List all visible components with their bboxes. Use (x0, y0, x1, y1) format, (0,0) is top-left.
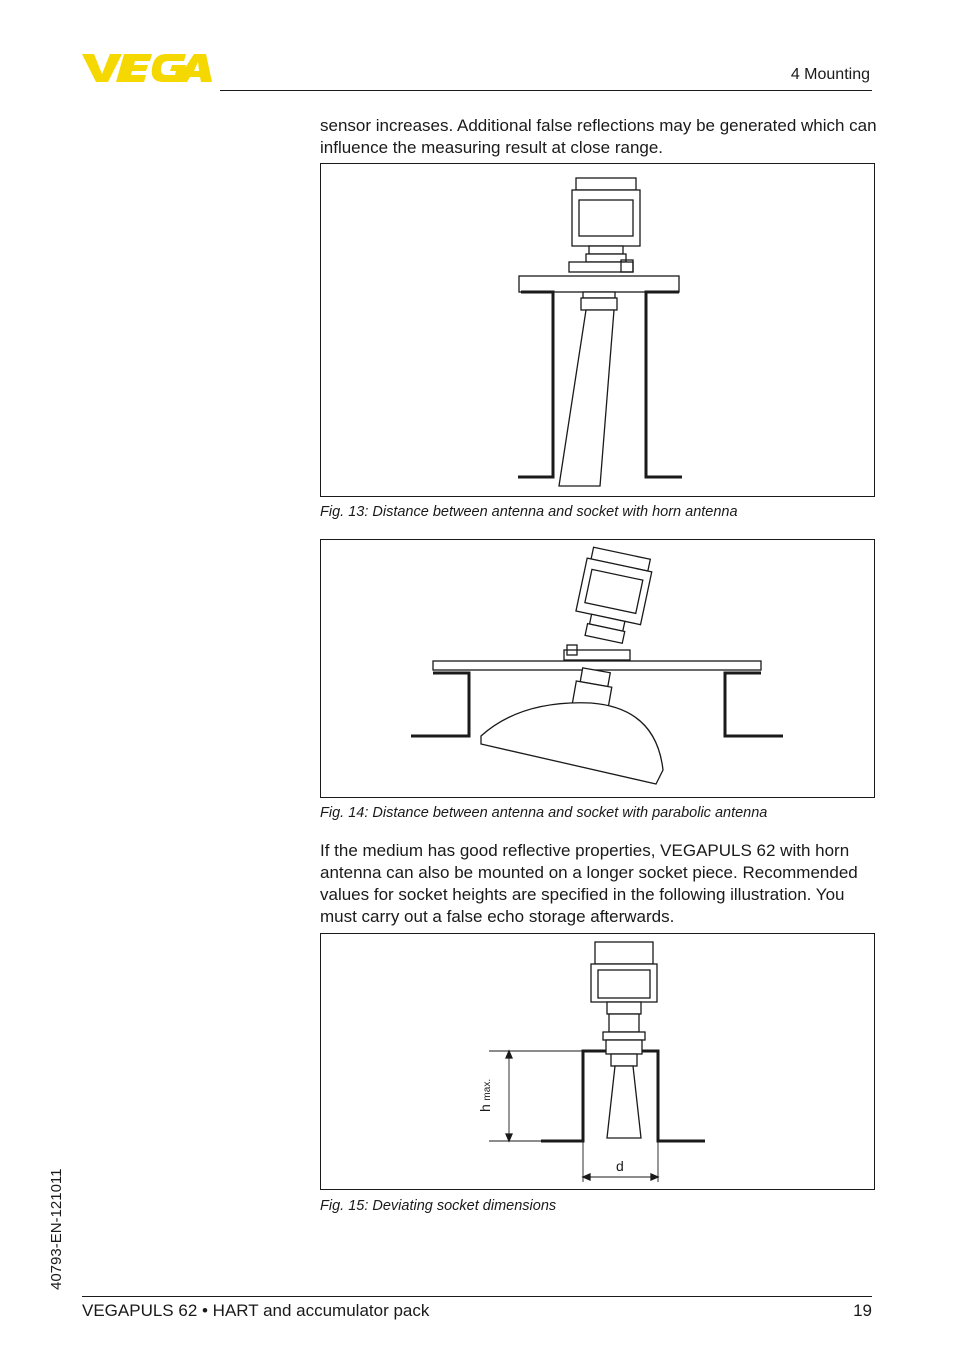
footer-divider (82, 1296, 872, 1297)
body-paragraph: If the medium has good reflective properties, VEGAPULS 62 with horn antenna can also be mounted on a longer socket piece. Recommended values for socket heights are specified in the following illustration. You must carry out a false echo storage afterwards. (320, 841, 858, 926)
page-number: 19 (853, 1301, 872, 1320)
section-title: 4 Mounting (790, 66, 870, 83)
header-divider (220, 90, 872, 91)
document-id: 40793-EN-121011 (48, 1168, 65, 1290)
figure-parabolic-antenna-socket (320, 539, 875, 798)
d-label: d (616, 1158, 624, 1174)
figure-horn-antenna-socket (320, 163, 875, 497)
footer-title: VEGAPULS 62 • HART and accumulator pack (82, 1301, 430, 1320)
h-max-label: h max. (477, 1078, 493, 1112)
figure-socket-dimensions (320, 933, 875, 1190)
vega-logo (82, 52, 212, 84)
intro-paragraph: sensor increases. Additional false reflections may be generated which can influence the measuring result at close range. (320, 116, 877, 157)
figure-14-caption: Fig. 14: Distance between antenna and socket with parabolic antenna (320, 805, 768, 821)
figure-13-caption: Fig. 13: Distance between antenna and socket with horn antenna (320, 504, 738, 520)
figure-15-caption: Fig. 15: Deviating socket dimensions (320, 1198, 557, 1214)
